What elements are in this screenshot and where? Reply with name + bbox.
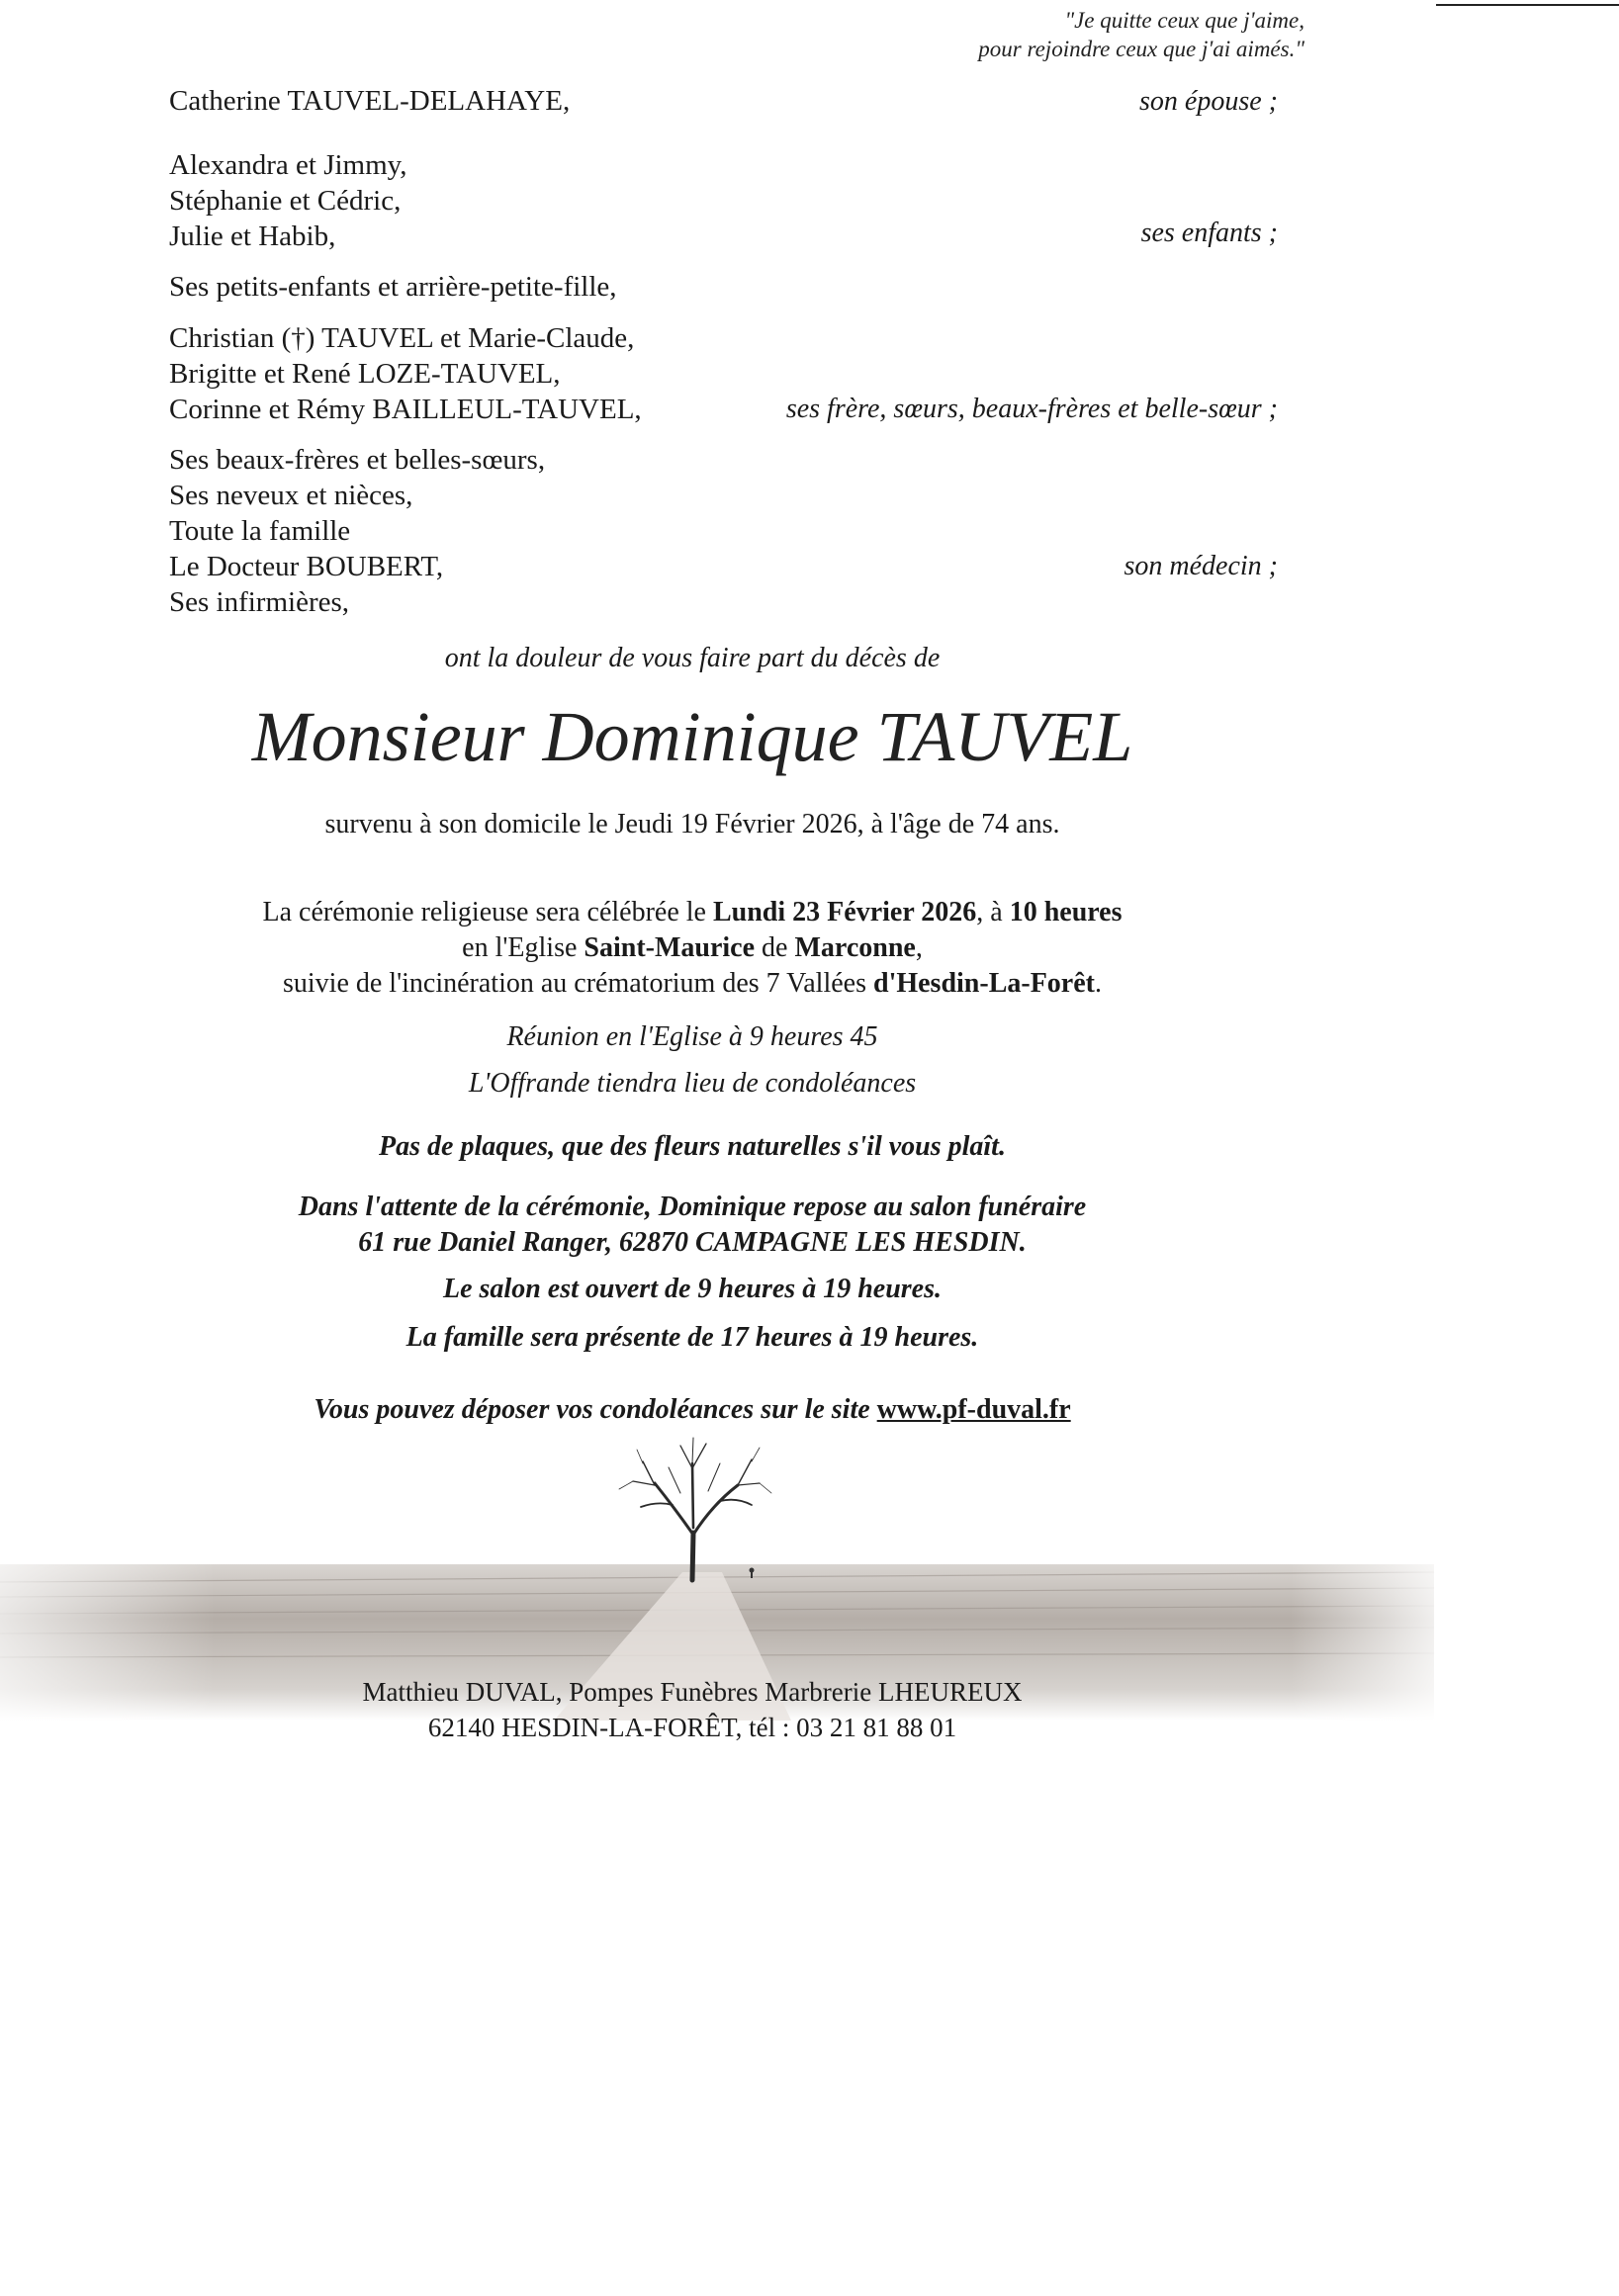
crematorium-place: d'Hesdin-La-Forêt bbox=[873, 968, 1095, 999]
family-line: Brigitte et René LOZE-TAUVEL, bbox=[169, 358, 561, 390]
funeral-home-footer bbox=[0, 1674, 1385, 1745]
ceremony-date: Lundi 23 Février 2026 bbox=[712, 897, 977, 927]
condolences-note: Vous pouvez déposer vos condoléances sur le site www.pf-duval.fr bbox=[314, 1394, 1071, 1425]
quote-line: pour rejoindre ceux que j'ai aimés." bbox=[978, 37, 1304, 61]
ceremony-line: La cérémonie religieuse sera célébrée le Lundi 23 Février 2026, à 10 heures bbox=[262, 897, 1123, 927]
salon-hours: Le salon est ouvert de 9 heures à 19 heures. bbox=[443, 1274, 942, 1304]
salon-line: 61 rue Daniel Ranger, 62870 CAMPAGNE LES HESDIN. bbox=[358, 1227, 1027, 1258]
flowers-note: Pas de plaques, que des fleurs naturelles s'il vous plaît. bbox=[379, 1131, 1006, 1162]
family-line: Ses beaux-frères et belles-sœurs, bbox=[169, 444, 546, 476]
family-line: Ses petits-enfants et arrière-petite-fille, bbox=[169, 271, 617, 303]
family-role: ses frère, sœurs, beaux-frères et belle-sœur ; bbox=[785, 394, 1278, 424]
family-line: Alexandra et Jimmy, bbox=[169, 149, 407, 181]
footer-line: Matthieu DUVAL, Pompes Funèbres Marbrerie LHEUREUX bbox=[362, 1677, 1023, 1707]
family-group bbox=[169, 320, 642, 427]
ceremony-time: 10 heures bbox=[1009, 897, 1123, 927]
family-line: Christian (†) TAUVEL et Marie-Claude, bbox=[169, 322, 635, 354]
announcement-intro: ont la douleur de vous faire part du décès de bbox=[444, 643, 941, 673]
family-group bbox=[169, 442, 545, 620]
top-rule bbox=[1436, 4, 1619, 6]
quote-line: "Je quitte ceux que j'aime, bbox=[1064, 8, 1304, 33]
footer-line: 62140 HESDIN-LA-FORÊT, tél : 03 21 81 88 01 bbox=[427, 1713, 957, 1742]
deceased-name: Monsieur Dominique TAUVEL bbox=[251, 697, 1133, 776]
reunion-info: Réunion en l'Eglise à 9 heures 45 bbox=[506, 1021, 878, 1052]
epigraph-quote bbox=[978, 6, 1304, 63]
family-line: Stéphanie et Cédric, bbox=[169, 185, 402, 217]
family-line: Ses neveux et nièces, bbox=[169, 480, 413, 511]
family-line: Catherine TAUVEL-DELAHAYE, bbox=[169, 85, 571, 117]
condolences-link[interactable]: www.pf-duval.fr bbox=[876, 1394, 1071, 1425]
family-group bbox=[169, 147, 407, 254]
church-name: Saint-Maurice bbox=[584, 932, 756, 963]
ceremony-info bbox=[0, 895, 1385, 1002]
family-hours: La famille sera présente de 17 heures à 19 heures. bbox=[405, 1322, 979, 1353]
death-details: survenu à son domicile le Jeudi 19 Février 2026, à l'âge de 74 ans. bbox=[324, 809, 1060, 839]
funeral-salon-info bbox=[0, 1190, 1385, 1261]
family-line: Corinne et Rémy BAILLEUL-TAUVEL, bbox=[169, 394, 642, 425]
family-role: son épouse ; bbox=[1139, 86, 1278, 117]
family-line: Toute la famille bbox=[169, 515, 351, 547]
family-line: Julie et Habib, bbox=[169, 221, 336, 252]
salon-line: Dans l'attente de la cérémonie, Dominique repose au salon funéraire bbox=[298, 1192, 1087, 1222]
family-group bbox=[169, 269, 617, 305]
offrande-info: L'Offrande tiendra lieu de condoléances bbox=[468, 1068, 917, 1099]
family-line: Ses infirmières, bbox=[169, 586, 350, 618]
family-role: ses enfants ; bbox=[1140, 218, 1278, 248]
church-town: Marconne bbox=[794, 932, 916, 963]
family-group bbox=[169, 83, 570, 119]
family-line: Le Docteur BOUBERT, bbox=[169, 551, 444, 582]
ceremony-line: suivie de l'incinération au crématorium des 7 Vallées d'Hesdin-La-Forêt. bbox=[282, 968, 1102, 999]
ceremony-line: en l'Eglise Saint-Maurice de Marconne, bbox=[462, 932, 923, 963]
family-role: son médecin ; bbox=[1124, 551, 1278, 581]
